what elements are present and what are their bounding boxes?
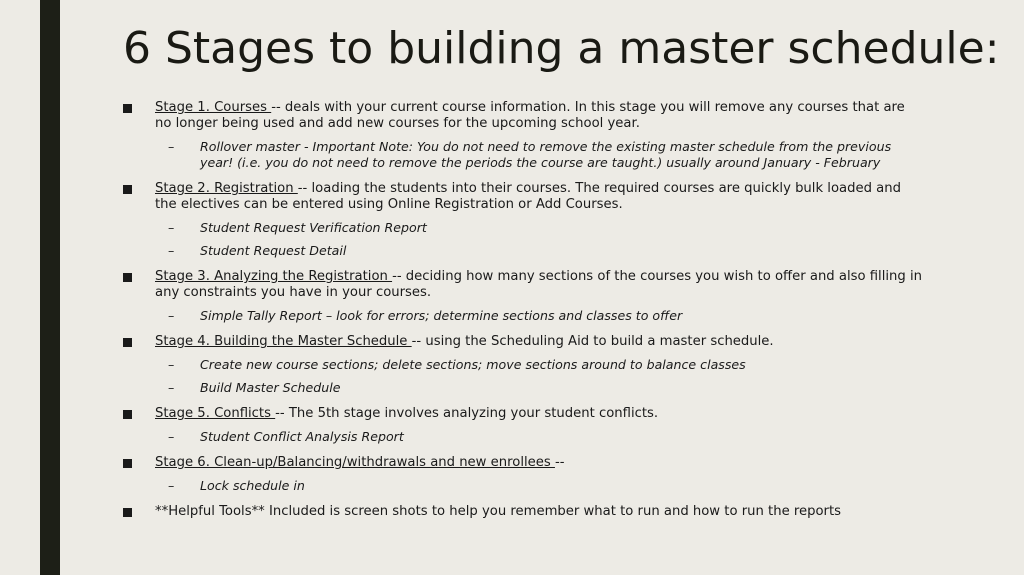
square-bullet-icon: [123, 104, 132, 113]
sub-item: [123, 220, 923, 236]
square-bullet-icon: [123, 185, 132, 194]
stage-description: -- deals with your current course information. In this stage you will remove any courses that are no longer being used and add new courses for the upcoming school year.: [155, 100, 905, 131]
stages-list: [123, 100, 923, 530]
slide-title: 6 Stages to building a master schedule:: [123, 23, 1000, 74]
sub-list: [123, 139, 923, 171]
stage-item: [123, 455, 923, 494]
dash-bullet-icon: –: [168, 139, 175, 154]
dash-bullet-icon: –: [168, 380, 175, 395]
stage-item: [123, 181, 923, 259]
sub-item-text: Simple Tally Report – look for errors; determine sections and classes to offer: [200, 308, 683, 323]
sub-item: [123, 357, 923, 373]
sub-item: [123, 380, 923, 396]
stage-description: -- The 5th stage involves analyzing your student conflicts.: [275, 406, 659, 421]
sub-list: [123, 357, 923, 396]
stage-name: Stage 1. Courses: [155, 100, 272, 115]
stage-description: **Helpful Tools** Included is screen shots to help you remember what to run and how to run the reports: [155, 504, 842, 519]
stage-item: [123, 100, 923, 171]
sub-item-text: Student Request Detail: [200, 243, 347, 258]
sub-list: [123, 308, 923, 324]
dash-bullet-icon: –: [168, 429, 175, 444]
sub-item-text: Student Conflict Analysis Report: [200, 429, 404, 444]
dash-bullet-icon: –: [168, 220, 175, 235]
sub-item-text: Student Request Verification Report: [200, 220, 427, 235]
sub-item-text: Create new course sections; delete sections; move sections around to balance classes: [200, 357, 746, 372]
stage-description: --: [554, 455, 565, 470]
sub-list: [123, 478, 923, 494]
stage-description: -- deciding how many sections of the courses you wish to offer and also filling in any constraints you have in your courses.: [155, 269, 922, 300]
stage-item: [123, 406, 923, 445]
stage-item-helpful-tools: [123, 504, 923, 520]
sub-item-text: Build Master Schedule: [200, 380, 341, 395]
sub-item: [123, 478, 923, 494]
sub-item-text: Lock schedule in: [200, 478, 305, 493]
sub-item: [123, 243, 923, 259]
stage-name: Stage 4. Building the Master Schedule: [155, 334, 412, 349]
stage-item: [123, 269, 923, 324]
square-bullet-icon: [123, 273, 132, 282]
stage-description: -- loading the students into their courses. The required courses are quickly bulk loaded and the electives can be entered using Online Registration or Add Courses.: [155, 181, 901, 212]
square-bullet-icon: [123, 508, 132, 517]
dash-bullet-icon: –: [168, 243, 175, 258]
square-bullet-icon: [123, 410, 132, 419]
square-bullet-icon: [123, 459, 132, 468]
dash-bullet-icon: –: [168, 308, 175, 323]
stage-description: -- using the Scheduling Aid to build a master schedule.: [411, 334, 774, 349]
sub-item: [123, 308, 923, 324]
stage-name: Stage 5. Conflicts: [155, 406, 276, 421]
stage-item: [123, 334, 923, 396]
dash-bullet-icon: –: [168, 357, 175, 372]
sub-list: [123, 429, 923, 445]
stage-name: Stage 3. Analyzing the Registration: [155, 269, 393, 284]
sub-item: [123, 139, 923, 171]
stage-name: Stage 2. Registration: [155, 181, 298, 196]
stage-name: Stage 6. Clean-up/Balancing/withdrawals and new enrollees: [155, 455, 555, 470]
square-bullet-icon: [123, 338, 132, 347]
sub-item: [123, 429, 923, 445]
sub-list: [123, 220, 923, 259]
dash-bullet-icon: –: [168, 478, 175, 493]
left-accent-bar: [40, 0, 60, 575]
sub-item-text: Rollover master - Important Note: You do not need to remove the existing master schedule from the previous year! (i.e. you do not need to remove the periods the course are taught.) usually around January - February: [200, 139, 892, 170]
